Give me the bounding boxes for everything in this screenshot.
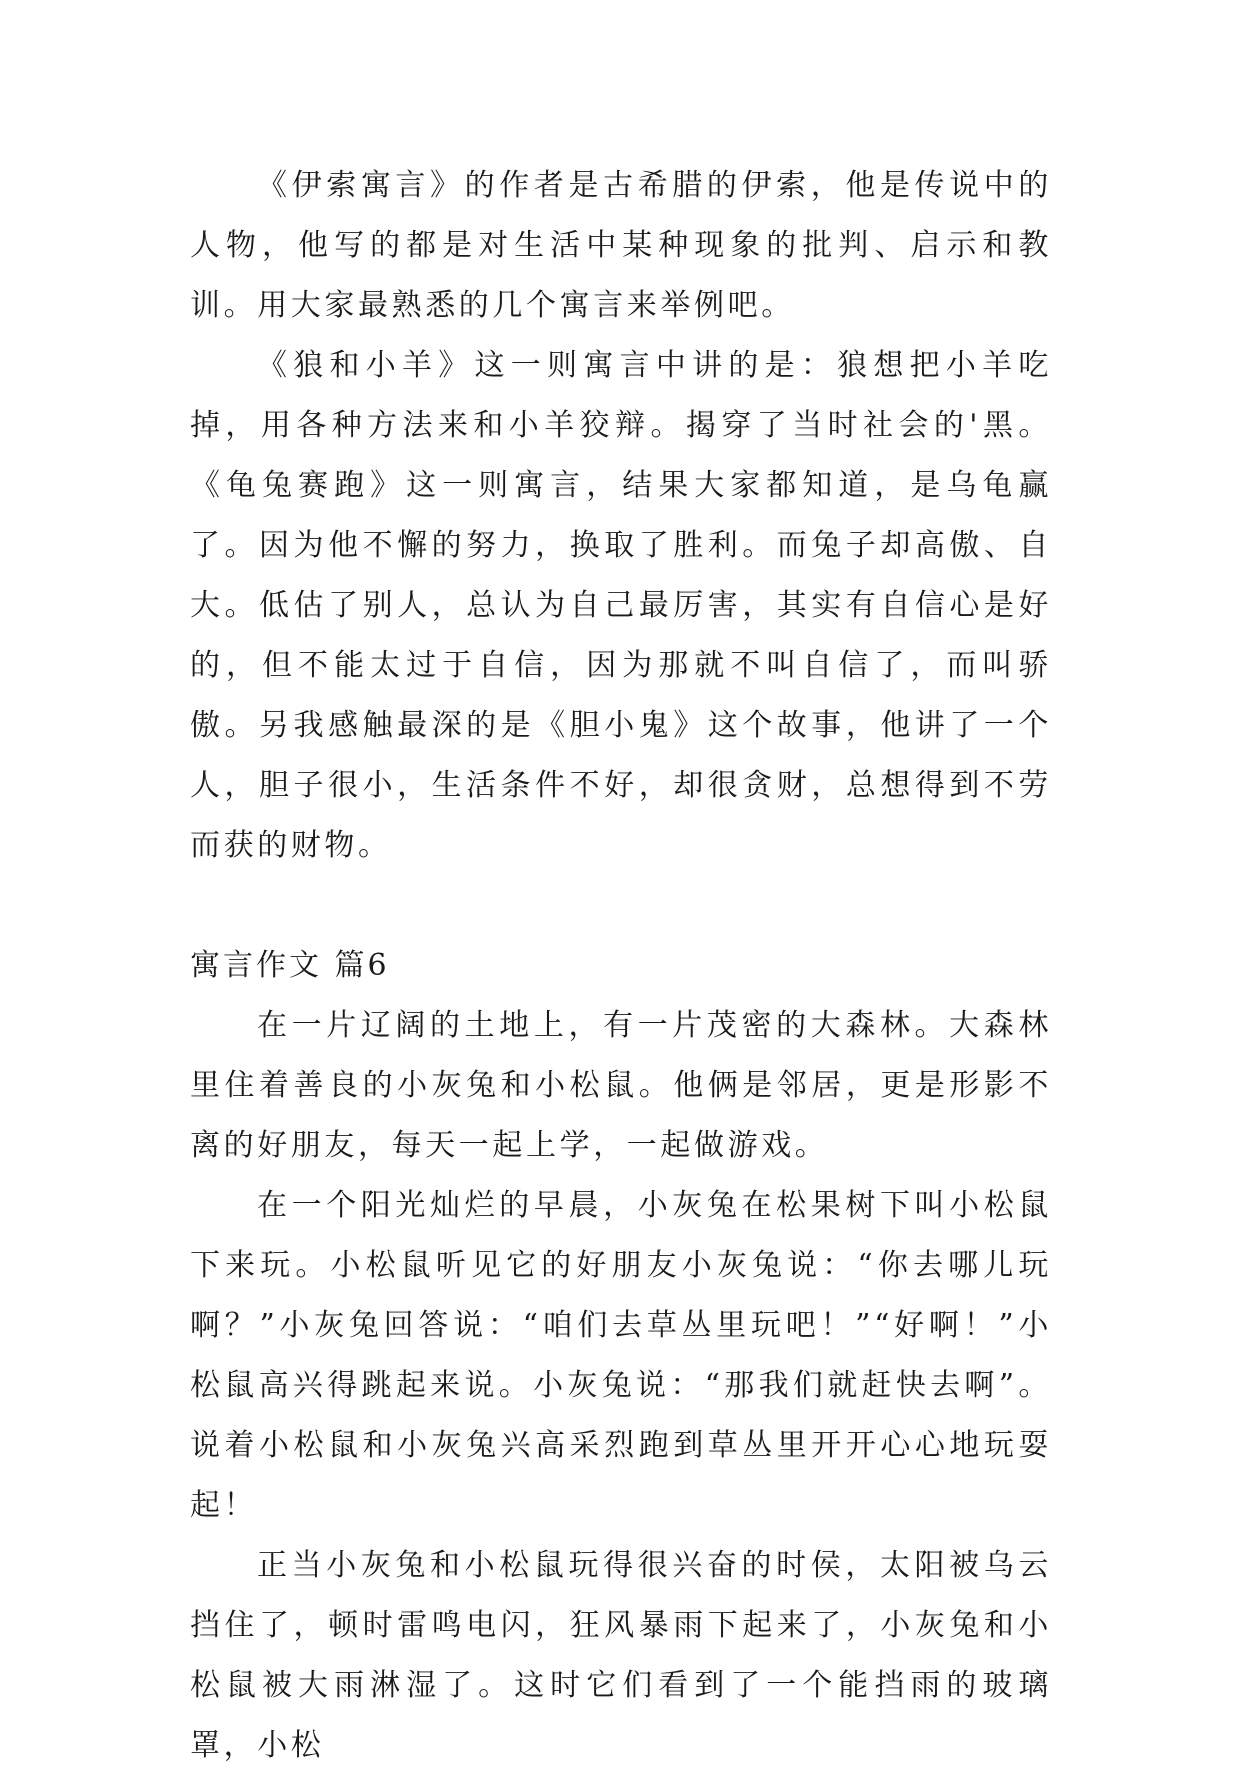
paragraph-storm: 正当小灰兔和小松鼠玩得很兴奋的时侯，太阳被乌云挡住了，顿时雷鸣电闪，狂风暴雨下起来了，小灰兔和小松鼠被大雨淋湿了。这时它们看到了一个能挡雨的玻璃罩，小松 <box>190 1548 1052 1763</box>
paragraph-aesop-intro: 《伊索寓言》的作者是古希腊的伊索，他是传说中的人物，他写的都是对生活中某种现象的批判、启示和教训。用大家最熟悉的几个寓言来举例吧。 <box>190 168 1052 323</box>
section-heading: 寓言作文 篇6 <box>190 948 390 983</box>
section-spacer <box>190 876 1052 936</box>
document-page <box>190 156 1052 1776</box>
paragraph-sunny-morning: 在一个阳光灿烂的早晨，小灰兔在松果树下叫小松鼠下来玩。小松鼠听见它的好朋友小灰兔说：“你去哪儿玩啊？”小灰兔回答说：“咱们去草丛里玩吧！”“好啊！”小松鼠高兴得跳起来说。小灰兔说：“那我们就赶快去啊”。说着小松鼠和小灰兔兴高采烈跑到草丛里开开心心地玩耍起！ <box>190 1188 1052 1523</box>
paragraph-forest-intro: 在一片辽阔的土地上，有一片茂密的大森林。大森林里住着善良的小灰兔和小松鼠。他俩是邻居，更是形影不离的好朋友，每天一起上学，一起做游戏。 <box>190 1008 1052 1163</box>
paragraph-fable-examples: 《狼和小羊》这一则寓言中讲的是：狼想把小羊吃掉，用各种方法来和小羊狡辩。揭穿了当时社会的'黑。《龟兔赛跑》这一则寓言，结果大家都知道，是乌龟赢了。因为他不懈的努力，换取了胜利。而兔子却高傲、自大。低估了别人，总认为自己最厉害，其实有自信心是好的，但不能太过于自信，因为那就不叫自信了，而叫骄傲。另我感触最深的是《胆小鬼》这个故事，他讲了一个人，胆子很小，生活条件不好，却很贪财，总想得到不劳而获的财物。 <box>190 348 1052 863</box>
